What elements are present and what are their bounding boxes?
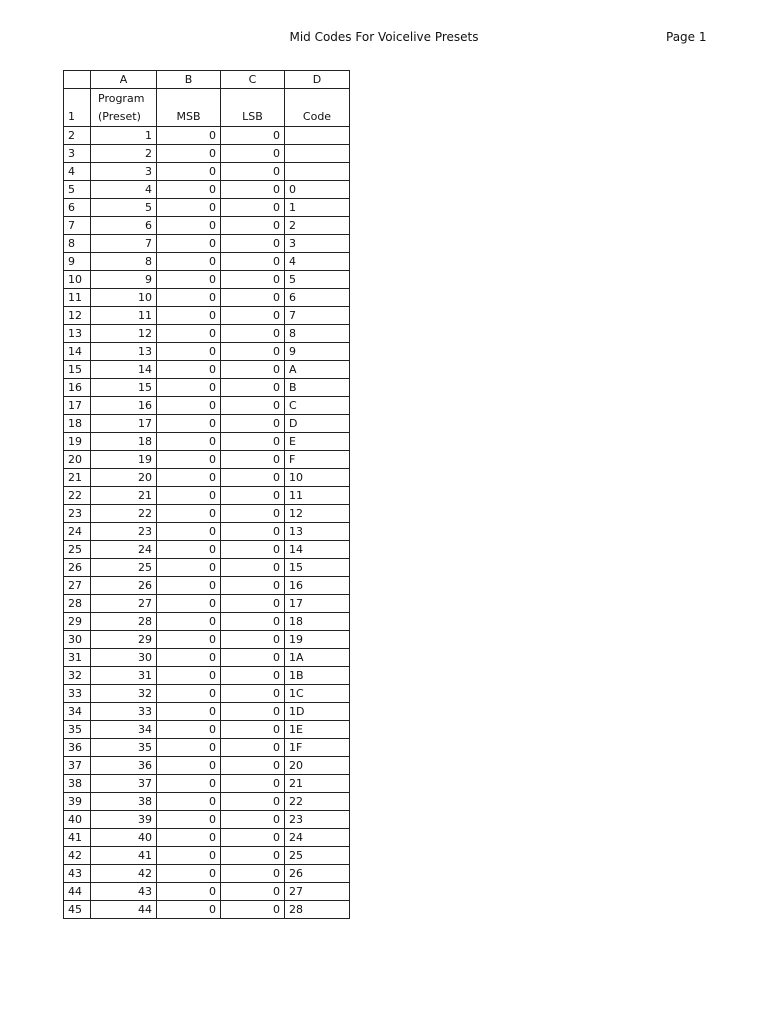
lsb-cell: 0: [221, 163, 285, 181]
msb-cell: 0: [157, 469, 221, 487]
table-row: [64, 631, 350, 649]
program-cell: 24: [91, 541, 157, 559]
code-cell: 12: [285, 505, 350, 523]
lsb-cell: 0: [221, 865, 285, 883]
msb-cell: 0: [157, 433, 221, 451]
code-cell: 1F: [285, 739, 350, 757]
msb-cell: 0: [157, 379, 221, 397]
table-row: [64, 775, 350, 793]
code-cell: 13: [285, 523, 350, 541]
table-row: [64, 415, 350, 433]
page-number: Page 1: [666, 30, 707, 44]
row-number: 31: [64, 649, 91, 667]
table-row: [64, 343, 350, 361]
row-number: 6: [64, 199, 91, 217]
table-row: [64, 757, 350, 775]
row-number: 29: [64, 613, 91, 631]
table-row: [64, 397, 350, 415]
code-cell: 1A: [285, 649, 350, 667]
lsb-cell: 0: [221, 577, 285, 595]
table-row: [64, 523, 350, 541]
code-cell: 21: [285, 775, 350, 793]
document-title: Mid Codes For Voicelive Presets: [289, 30, 479, 44]
row-number: 39: [64, 793, 91, 811]
row-number: 5: [64, 181, 91, 199]
program-cell: 14: [91, 361, 157, 379]
row-number: 11: [64, 289, 91, 307]
lsb-cell: 0: [221, 505, 285, 523]
row-number: 40: [64, 811, 91, 829]
row-number: 15: [64, 361, 91, 379]
table-row: [64, 595, 350, 613]
lsb-cell: 0: [221, 343, 285, 361]
lsb-cell: 0: [221, 415, 285, 433]
code-cell: D: [285, 415, 350, 433]
program-cell: 3: [91, 163, 157, 181]
program-cell: 44: [91, 901, 157, 919]
program-cell: 15: [91, 379, 157, 397]
code-cell: 23: [285, 811, 350, 829]
msb-cell: 0: [157, 883, 221, 901]
table-row: [64, 577, 350, 595]
msb-cell: 0: [157, 649, 221, 667]
code-cell: 2: [285, 217, 350, 235]
code-cell: 4: [285, 253, 350, 271]
msb-cell: 0: [157, 127, 221, 145]
lsb-cell: 0: [221, 433, 285, 451]
lsb-cell: 0: [221, 721, 285, 739]
table-row: [64, 469, 350, 487]
code-cell: E: [285, 433, 350, 451]
code-cell: 15: [285, 559, 350, 577]
row-number: 43: [64, 865, 91, 883]
code-cell: 1D: [285, 703, 350, 721]
lsb-cell: 0: [221, 685, 285, 703]
msb-cell: 0: [157, 361, 221, 379]
program-cell: 18: [91, 433, 157, 451]
code-cell: [285, 127, 350, 145]
table-row: [64, 739, 350, 757]
lsb-cell: 0: [221, 829, 285, 847]
code-cell: 14: [285, 541, 350, 559]
program-cell: 29: [91, 631, 157, 649]
column-header-d: D: [285, 71, 350, 89]
row-number: 4: [64, 163, 91, 181]
table-row: [64, 271, 350, 289]
row-number: 2: [64, 127, 91, 145]
table-row: [64, 163, 350, 181]
msb-cell: 0: [157, 217, 221, 235]
msb-cell: 0: [157, 307, 221, 325]
program-cell: 37: [91, 775, 157, 793]
program-cell: 35: [91, 739, 157, 757]
table-row: [64, 505, 350, 523]
program-cell: 42: [91, 865, 157, 883]
lsb-cell: 0: [221, 649, 285, 667]
table-row: [64, 793, 350, 811]
lsb-cell: 0: [221, 379, 285, 397]
row-number: 41: [64, 829, 91, 847]
corner-cell: [64, 71, 91, 89]
row-number: 23: [64, 505, 91, 523]
table-row: [64, 289, 350, 307]
program-cell: 12: [91, 325, 157, 343]
msb-cell: 0: [157, 685, 221, 703]
msb-cell: 0: [157, 181, 221, 199]
lsb-cell: 0: [221, 451, 285, 469]
lsb-cell: 0: [221, 541, 285, 559]
msb-cell: 0: [157, 163, 221, 181]
program-cell: 9: [91, 271, 157, 289]
code-cell: 24: [285, 829, 350, 847]
table-row: [64, 667, 350, 685]
program-cell: 17: [91, 415, 157, 433]
lsb-cell: 0: [221, 271, 285, 289]
code-cell: 22: [285, 793, 350, 811]
program-cell: 2: [91, 145, 157, 163]
program-cell: 21: [91, 487, 157, 505]
row-number: 32: [64, 667, 91, 685]
msb-cell: 0: [157, 253, 221, 271]
table-row: [64, 865, 350, 883]
msb-cell: 0: [157, 415, 221, 433]
program-cell: 23: [91, 523, 157, 541]
msb-cell: 0: [157, 739, 221, 757]
msb-cell: 0: [157, 577, 221, 595]
row-number: 33: [64, 685, 91, 703]
table-row: [64, 883, 350, 901]
msb-cell: 0: [157, 559, 221, 577]
table-row: [64, 451, 350, 469]
program-cell: 26: [91, 577, 157, 595]
program-cell: 39: [91, 811, 157, 829]
lsb-cell: 0: [221, 739, 285, 757]
lsb-cell: 0: [221, 361, 285, 379]
msb-cell: 0: [157, 865, 221, 883]
lsb-cell: 0: [221, 181, 285, 199]
row-number: 17: [64, 397, 91, 415]
row-number: 10: [64, 271, 91, 289]
msb-cell: 0: [157, 271, 221, 289]
program-cell: 41: [91, 847, 157, 865]
table-row: [64, 235, 350, 253]
lsb-cell: 0: [221, 469, 285, 487]
lsb-cell: 0: [221, 901, 285, 919]
msb-cell: 0: [157, 235, 221, 253]
msb-cell: 0: [157, 721, 221, 739]
table-row: [64, 433, 350, 451]
row-number: 14: [64, 343, 91, 361]
program-cell: 28: [91, 613, 157, 631]
row-number: 26: [64, 559, 91, 577]
column-header-b: B: [157, 71, 221, 89]
row-number: 38: [64, 775, 91, 793]
lsb-cell: 0: [221, 307, 285, 325]
row-number: 24: [64, 523, 91, 541]
code-cell: 8: [285, 325, 350, 343]
table-row: [64, 613, 350, 631]
msb-cell: 0: [157, 451, 221, 469]
lsb-cell: 0: [221, 325, 285, 343]
lsb-cell: 0: [221, 559, 285, 577]
row-number: 9: [64, 253, 91, 271]
table-row: [64, 703, 350, 721]
msb-cell: 0: [157, 505, 221, 523]
row-number: 30: [64, 631, 91, 649]
program-cell: 31: [91, 667, 157, 685]
table-row: [64, 487, 350, 505]
code-cell: 25: [285, 847, 350, 865]
program-cell: 13: [91, 343, 157, 361]
lsb-cell: 0: [221, 253, 285, 271]
table-row: [64, 217, 350, 235]
lsb-label: LSB: [221, 89, 285, 127]
msb-cell: 0: [157, 703, 221, 721]
row-number: 27: [64, 577, 91, 595]
lsb-cell: 0: [221, 397, 285, 415]
row-number: 35: [64, 721, 91, 739]
lsb-cell: 0: [221, 613, 285, 631]
program-cell: 25: [91, 559, 157, 577]
row-number: 13: [64, 325, 91, 343]
lsb-cell: 0: [221, 199, 285, 217]
program-cell: 32: [91, 685, 157, 703]
msb-cell: 0: [157, 775, 221, 793]
table-row: [64, 901, 350, 919]
code-cell: 1E: [285, 721, 350, 739]
lsb-cell: 0: [221, 595, 285, 613]
code-cell: 18: [285, 613, 350, 631]
label-row: [64, 89, 350, 127]
row-number: 34: [64, 703, 91, 721]
msb-cell: 0: [157, 667, 221, 685]
code-cell: F: [285, 451, 350, 469]
lsb-cell: 0: [221, 235, 285, 253]
code-cell: 11: [285, 487, 350, 505]
code-cell: C: [285, 397, 350, 415]
code-cell: 1: [285, 199, 350, 217]
table-row: [64, 253, 350, 271]
row-number: 18: [64, 415, 91, 433]
msb-cell: 0: [157, 397, 221, 415]
table-row: [64, 181, 350, 199]
program-cell: 19: [91, 451, 157, 469]
program-cell: 36: [91, 757, 157, 775]
program-cell: 34: [91, 721, 157, 739]
table-row: [64, 721, 350, 739]
row-number: 1: [64, 89, 91, 127]
row-number: 42: [64, 847, 91, 865]
code-cell: 6: [285, 289, 350, 307]
code-cell: [285, 163, 350, 181]
msb-cell: 0: [157, 523, 221, 541]
lsb-cell: 0: [221, 757, 285, 775]
program-cell: 5: [91, 199, 157, 217]
column-header-a: A: [91, 71, 157, 89]
row-number: 22: [64, 487, 91, 505]
code-cell: 1C: [285, 685, 350, 703]
program-cell: 27: [91, 595, 157, 613]
table-row: [64, 685, 350, 703]
code-cell: 28: [285, 901, 350, 919]
code-cell: 0: [285, 181, 350, 199]
code-cell: 7: [285, 307, 350, 325]
table-row: [64, 307, 350, 325]
msb-cell: 0: [157, 829, 221, 847]
program-cell: 11: [91, 307, 157, 325]
table-row: [64, 325, 350, 343]
row-number: 36: [64, 739, 91, 757]
program-cell: 8: [91, 253, 157, 271]
program-cell: 4: [91, 181, 157, 199]
table-row: [64, 649, 350, 667]
msb-cell: 0: [157, 757, 221, 775]
code-cell: 10: [285, 469, 350, 487]
code-cell: [285, 145, 350, 163]
msb-cell: 0: [157, 541, 221, 559]
table-row: [64, 379, 350, 397]
msb-cell: 0: [157, 199, 221, 217]
lsb-cell: 0: [221, 217, 285, 235]
preset-code-table: [63, 70, 350, 919]
row-number: 37: [64, 757, 91, 775]
row-number: 44: [64, 883, 91, 901]
table-row: [64, 127, 350, 145]
row-number: 19: [64, 433, 91, 451]
lsb-cell: 0: [221, 127, 285, 145]
code-cell: 3: [285, 235, 350, 253]
row-number: 8: [64, 235, 91, 253]
code-cell: 26: [285, 865, 350, 883]
table-row: [64, 361, 350, 379]
msb-cell: 0: [157, 811, 221, 829]
program-cell: 10: [91, 289, 157, 307]
row-number: 45: [64, 901, 91, 919]
msb-cell: 0: [157, 613, 221, 631]
code-cell: 19: [285, 631, 350, 649]
program-cell: 30: [91, 649, 157, 667]
program-preset-label: Program (Preset): [91, 89, 157, 127]
lsb-cell: 0: [221, 631, 285, 649]
lsb-cell: 0: [221, 847, 285, 865]
row-number: 21: [64, 469, 91, 487]
lsb-cell: 0: [221, 703, 285, 721]
lsb-cell: 0: [221, 487, 285, 505]
row-number: 28: [64, 595, 91, 613]
code-cell: A: [285, 361, 350, 379]
table-row: [64, 541, 350, 559]
program-cell: 43: [91, 883, 157, 901]
row-number: 3: [64, 145, 91, 163]
program-cell: 33: [91, 703, 157, 721]
table-row: [64, 847, 350, 865]
row-number: 12: [64, 307, 91, 325]
code-cell: 17: [285, 595, 350, 613]
msb-cell: 0: [157, 901, 221, 919]
code-cell: 9: [285, 343, 350, 361]
program-cell: 6: [91, 217, 157, 235]
code-label: Code: [285, 89, 350, 127]
code-cell: 5: [285, 271, 350, 289]
msb-cell: 0: [157, 595, 221, 613]
lsb-cell: 0: [221, 289, 285, 307]
lsb-cell: 0: [221, 793, 285, 811]
msb-cell: 0: [157, 631, 221, 649]
lsb-cell: 0: [221, 145, 285, 163]
msb-cell: 0: [157, 289, 221, 307]
row-number: 25: [64, 541, 91, 559]
program-cell: 20: [91, 469, 157, 487]
msb-cell: 0: [157, 847, 221, 865]
program-cell: 40: [91, 829, 157, 847]
code-cell: 20: [285, 757, 350, 775]
msb-cell: 0: [157, 487, 221, 505]
code-cell: 1B: [285, 667, 350, 685]
row-number: 7: [64, 217, 91, 235]
msb-cell: 0: [157, 793, 221, 811]
lsb-cell: 0: [221, 775, 285, 793]
msb-cell: 0: [157, 325, 221, 343]
row-number: 20: [64, 451, 91, 469]
lsb-cell: 0: [221, 667, 285, 685]
msb-label: MSB: [157, 89, 221, 127]
msb-cell: 0: [157, 343, 221, 361]
lsb-cell: 0: [221, 811, 285, 829]
lsb-cell: 0: [221, 523, 285, 541]
program-cell: 22: [91, 505, 157, 523]
table-row: [64, 811, 350, 829]
column-header-row: [64, 71, 350, 89]
program-cell: 38: [91, 793, 157, 811]
program-cell: 16: [91, 397, 157, 415]
code-cell: B: [285, 379, 350, 397]
code-cell: 27: [285, 883, 350, 901]
table-row: [64, 829, 350, 847]
row-number: 16: [64, 379, 91, 397]
table-row: [64, 559, 350, 577]
lsb-cell: 0: [221, 883, 285, 901]
program-cell: 1: [91, 127, 157, 145]
program-cell: 7: [91, 235, 157, 253]
table-row: [64, 145, 350, 163]
code-cell: 16: [285, 577, 350, 595]
table-row: [64, 199, 350, 217]
column-header-c: C: [221, 71, 285, 89]
msb-cell: 0: [157, 145, 221, 163]
